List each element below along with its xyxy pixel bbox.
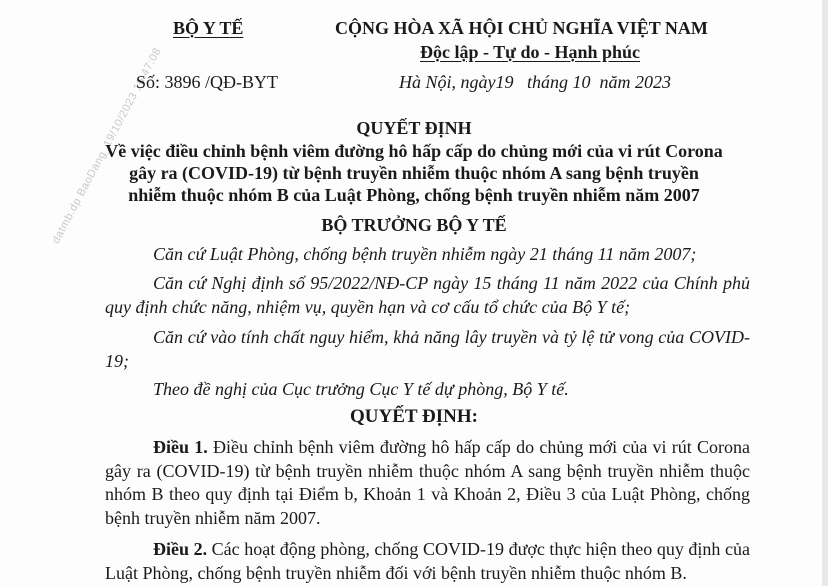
issue-date — [399, 72, 671, 93]
article-1 — [105, 436, 750, 530]
national-motto: Độc lập - Tự do - Hạnh phúc — [420, 42, 641, 62]
page-edge-shadow — [822, 0, 828, 586]
basis-1: Căn cứ Luật Phòng, chống bệnh truyền nhiễm ngày 21 tháng 11 năm 2007; — [153, 244, 697, 264]
article-2-text: Các hoạt động phòng, chống COVID-19 được thực hiện theo quy định của Luật Phòng, chống bệnh truyền nhiễm đối với bệnh truyền nhiễm thuộc nhóm B. — [105, 539, 750, 583]
date-day: 19 — [495, 72, 514, 92]
date-month-label: tháng — [527, 72, 569, 92]
republic-name: CỘNG HÒA XÃ HỘI CHỦ NGHĨA VIỆT NAM — [335, 18, 708, 38]
document-title: QUYẾT ĐỊNH — [356, 118, 472, 138]
subject-line-2: gây ra (COVID-19) từ bệnh truyền nhiễm thuộc nhóm A sang bệnh truyền — [129, 163, 699, 183]
subject-line-1: Về việc điều chỉnh bệnh viêm đường hô hấp cấp do chủng mới của vi rút Corona — [105, 141, 723, 161]
article-2-label: Điều 2. — [153, 539, 208, 559]
date-prefix: Hà Nội, ngày — [399, 72, 496, 92]
ministry-name: BỘ Y TẾ — [173, 18, 244, 38]
article-1-label: Điều 1. — [153, 437, 208, 457]
decision-heading: QUYẾT ĐỊNH: — [350, 406, 478, 427]
watermark-text: datmb.dp BaoDang_19/10/2023 16:47:08 — [50, 45, 164, 246]
basis-2: Căn cứ Nghị định số 95/2022/NĐ-CP ngày 15 tháng 11 năm 2022 của Chính phủ quy định chức năng, nhiệm vụ, quyền hạn và cơ cấu tổ chức của Bộ Y tế; — [105, 273, 750, 317]
basis-3: Căn cứ vào tính chất nguy hiểm, khả năng lây truyền và tỷ lệ tử vong của COVID-19; — [105, 327, 750, 371]
article-1-text: Điều chỉnh bệnh viêm đường hô hấp cấp do chủng mới của vi rút Corona gây ra (COVID-19) từ bệnh truyền nhiễm thuộc nhóm A sang bệnh truyền nhiễm thuộc nhóm B theo quy định tại Điểm b, Khoản 1 và Khoản 2, Điều 3 của Luật Phòng, chống bệnh truyền nhiễm năm 2007. — [105, 437, 751, 528]
basis-4: Theo đề nghị của Cục trưởng Cục Y tế dự phòng, Bộ Y tế. — [153, 379, 569, 399]
issuing-authority: BỘ TRƯỞNG BỘ Y TẾ — [321, 215, 507, 235]
subject-line-3: nhiễm thuộc nhóm B của Luật Phòng, chống bệnh truyền nhiễm năm 2007 — [128, 185, 700, 205]
article-2 — [105, 538, 750, 585]
document-number: Số: 3896 /QĐ-BYT — [136, 72, 279, 92]
date-month: 10 — [572, 72, 591, 92]
date-year: năm 2023 — [599, 72, 672, 92]
